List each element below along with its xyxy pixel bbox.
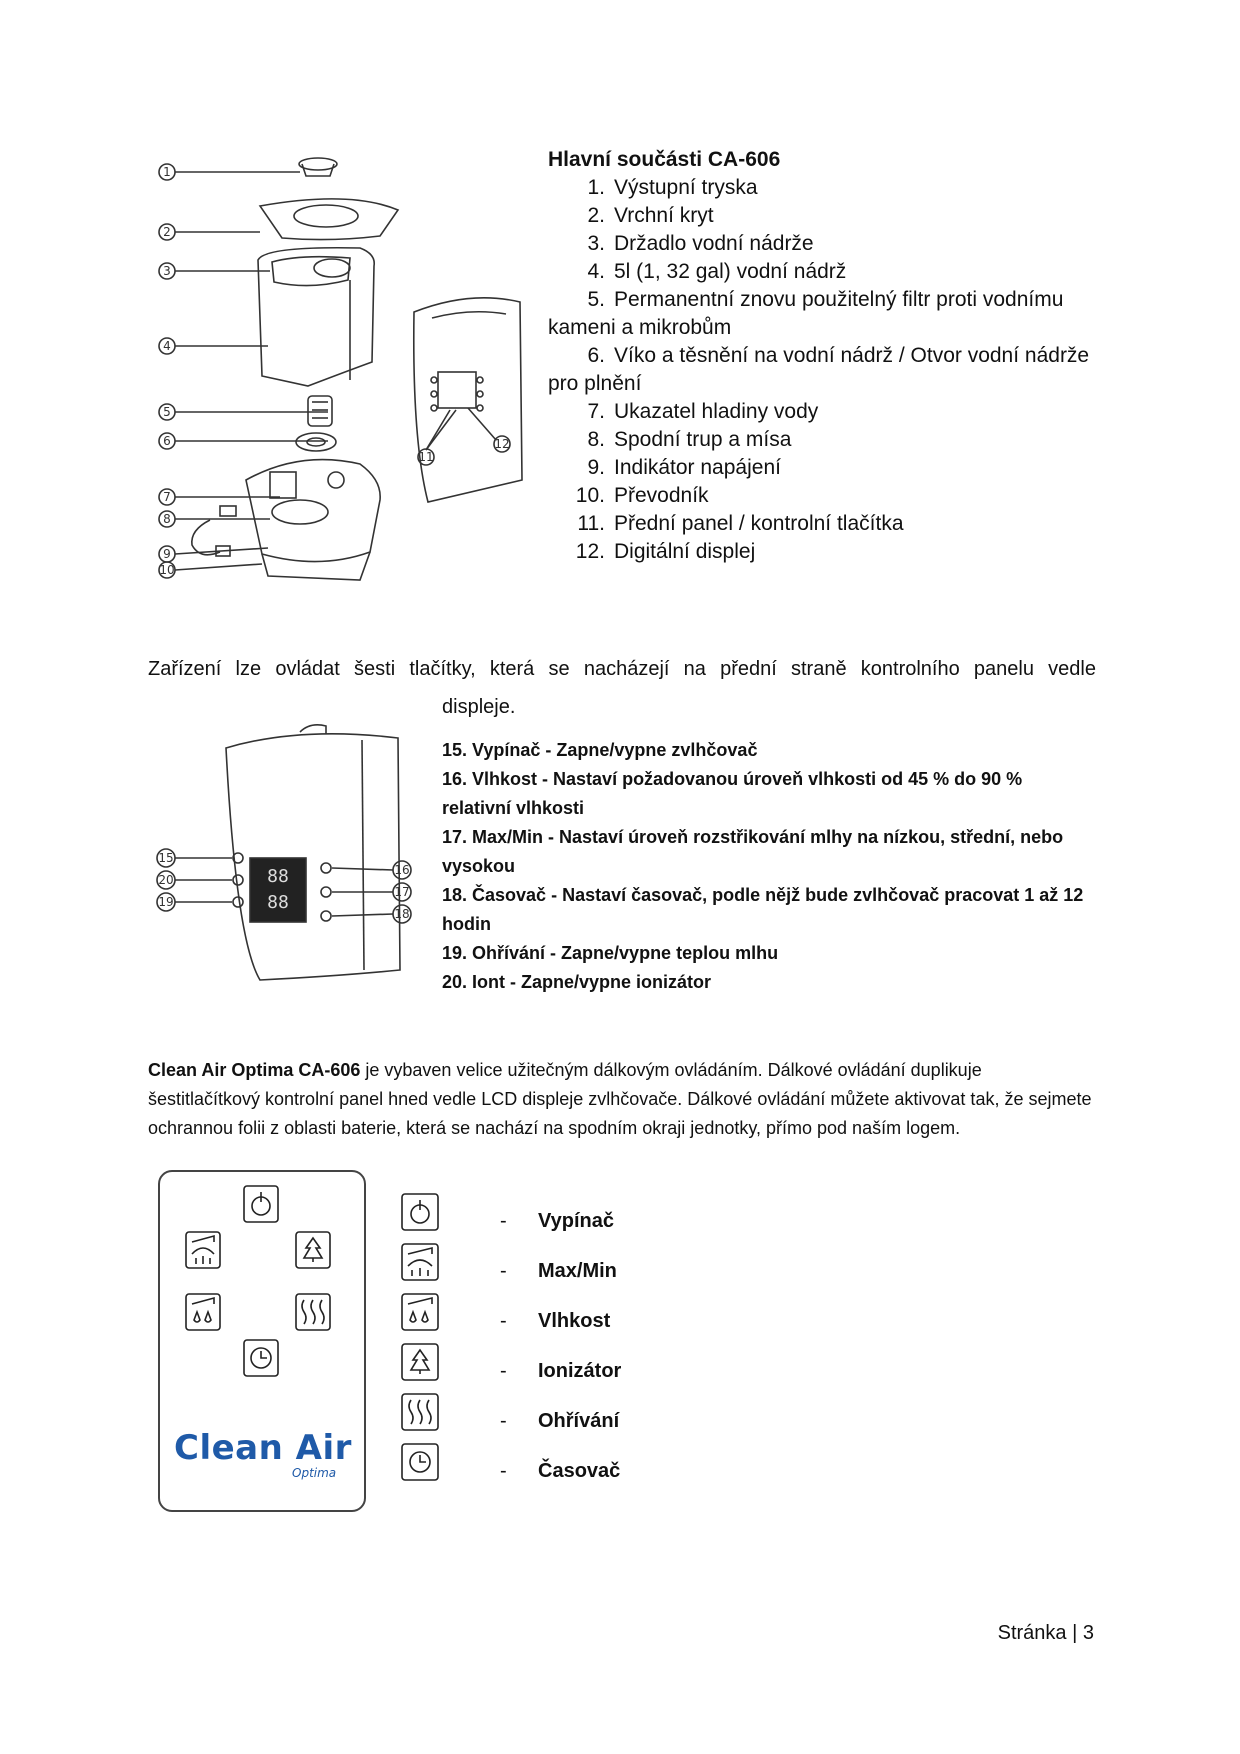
part-item: 12. Digitální displej (575, 540, 756, 563)
callout-10 (159, 562, 262, 578)
humidity-icon (402, 1294, 438, 1330)
button-desc-cont: hodin (442, 914, 491, 934)
part-item: 7. Ukazatel hladiny vody (587, 400, 819, 423)
callout-5 (159, 404, 328, 420)
svg-text:18: 18 (394, 907, 410, 921)
svg-text:10: 10 (159, 563, 175, 577)
part-item: 6. Víko a těsnění na vodní nádrž / Otvor vodní nádrže pro plnění (548, 344, 1090, 395)
button-desc: 17. Max/Min - Nastaví úroveň rozstřikování mlhy na nízkou, střední, nebo (442, 827, 1064, 847)
remote-paragraph (148, 1056, 1098, 1143)
callout-7 (159, 489, 280, 505)
callout-20 (157, 871, 232, 889)
display-top-digits: 88 (267, 866, 289, 887)
callout-17 (332, 883, 411, 901)
part-item: 9. Indikátor napájení (587, 456, 781, 479)
page-footer (998, 1622, 1094, 1645)
svg-text:7: 7 (163, 490, 171, 504)
button-desc: 20. Iont - Zapne/vypne ionizátor (442, 972, 712, 992)
part-item: 1. Výstupní tryska (587, 176, 758, 199)
part-item: 11. Přední panel / kontrolní tlačítka (577, 512, 904, 535)
remote-logo-main: Clean Air (174, 1428, 352, 1468)
svg-text:16: 16 (394, 863, 410, 877)
remote-name-item: - Časovač (500, 1459, 621, 1482)
remote-humidity-icon (186, 1294, 220, 1330)
intro-text: Zařízení lze ovládat šesti tlačítky, která se nacházejí na přední straně kontrolního panelu vedle (148, 658, 1096, 680)
part-item: 3. Držadlo vodní nádrže (587, 232, 814, 255)
intro-text-cont: displeje. (442, 696, 516, 718)
callout-15 (157, 849, 232, 867)
remote-name-item: - Ohřívání (500, 1409, 620, 1432)
control-panel-diagram (150, 720, 430, 990)
button-desc: 19. Ohřívání - Zapne/vypne teplou mlhu (442, 943, 779, 963)
ionizer-icon (402, 1344, 438, 1380)
button-desc: 16. Vlhkost - Nastaví požadovanou úroveň vlhkosti od 45 % do 90 % (442, 769, 1023, 789)
parts-items (548, 174, 1108, 566)
svg-text:11: 11 (418, 450, 434, 464)
callout-4 (159, 338, 268, 354)
remote-name-item: - Vypínač (500, 1209, 614, 1232)
callout-11 (418, 449, 434, 465)
page-number: 3 (1082, 1622, 1094, 1644)
svg-text:8: 8 (163, 512, 171, 526)
exploded-diagram (150, 150, 530, 590)
remote-brand: Clean Air Optima CA-606 (148, 1060, 361, 1080)
button-desc: 18. Časovač - Nastaví časovač, podle nějž bude zvlhčovač pracovat 1 až 12 (442, 885, 1084, 905)
part-item: 5. Permanentní znovu použitelný filtr proti vodnímu kameni a mikrobům (548, 288, 1064, 339)
svg-text:19: 19 (158, 895, 174, 909)
part-item: 10. Převodník (575, 484, 709, 507)
button-desc: 15. Vypínač - Zapne/vypne zvlhčovač (442, 740, 758, 760)
remote-timer-icon (244, 1340, 278, 1376)
remote-mist-icon (186, 1232, 220, 1268)
parts-list (548, 146, 1108, 566)
callout-1 (159, 164, 300, 180)
remote-heating-icon (296, 1294, 330, 1330)
part-item: 2. Vrchní kryt (587, 204, 714, 227)
remote-names-list (500, 1196, 621, 1496)
remote-icon-column (398, 1190, 448, 1500)
part-item: 4. 5l (1, 32 gal) vodní nádrž (587, 260, 847, 283)
remote-logo (174, 1428, 354, 1480)
svg-text:3: 3 (163, 264, 171, 278)
callout-3 (159, 263, 270, 279)
remote-control (158, 1170, 366, 1512)
callout-19 (157, 893, 232, 911)
footer-separator: | (1072, 1622, 1078, 1644)
footer-label: Stránka (997, 1622, 1067, 1644)
svg-text:4: 4 (163, 339, 171, 353)
svg-text:12: 12 (494, 437, 510, 451)
svg-text:5: 5 (163, 405, 171, 419)
callout-12 (494, 436, 510, 452)
remote-ionizer-icon (296, 1232, 330, 1268)
remote-name-item: - Ionizátor (500, 1359, 622, 1382)
svg-text:9: 9 (163, 547, 171, 561)
remote-power-icon (244, 1186, 278, 1222)
mist-icon (402, 1244, 438, 1280)
buttons-list (442, 736, 1102, 997)
callout-2 (159, 224, 260, 240)
callout-16 (332, 861, 411, 879)
svg-text:17: 17 (394, 885, 410, 899)
display-bottom-digits: 88 (267, 892, 289, 913)
part-item: 8. Spodní trup a mísa (587, 428, 792, 451)
button-desc-cont: relativní vlhkosti (442, 798, 585, 818)
heating-icon (402, 1394, 438, 1430)
svg-text:20: 20 (158, 873, 174, 887)
remote-text: je vybaven velice užitečným dálkovým ovládáním. Dálkové ovládání duplikuje šestitlačítkový kontrolní panel hned vedle LCD displeje zvlhčovače. Dálkové ovládání můžete aktivovat tak, že sejmete ochrannou folii z oblasti baterie, která se nachází na spodním okraji jednotky, přímo pod naším logem. (148, 1060, 1092, 1138)
timer-icon (402, 1444, 438, 1480)
remote-logo-sub: Optima (292, 1466, 337, 1480)
svg-text:1: 1 (163, 165, 171, 179)
svg-text:6: 6 (163, 434, 171, 448)
svg-text:15: 15 (158, 851, 174, 865)
power-icon (402, 1194, 438, 1230)
button-desc-cont: vysokou (442, 856, 516, 876)
front-panel-drawing (414, 298, 522, 502)
remote-name-item: - Vlhkost (500, 1309, 611, 1332)
svg-text:2: 2 (163, 225, 171, 239)
parts-title: Hlavní součásti CA-606 (548, 148, 781, 171)
callout-18 (332, 905, 411, 923)
remote-name-item: - Max/Min (500, 1259, 617, 1282)
